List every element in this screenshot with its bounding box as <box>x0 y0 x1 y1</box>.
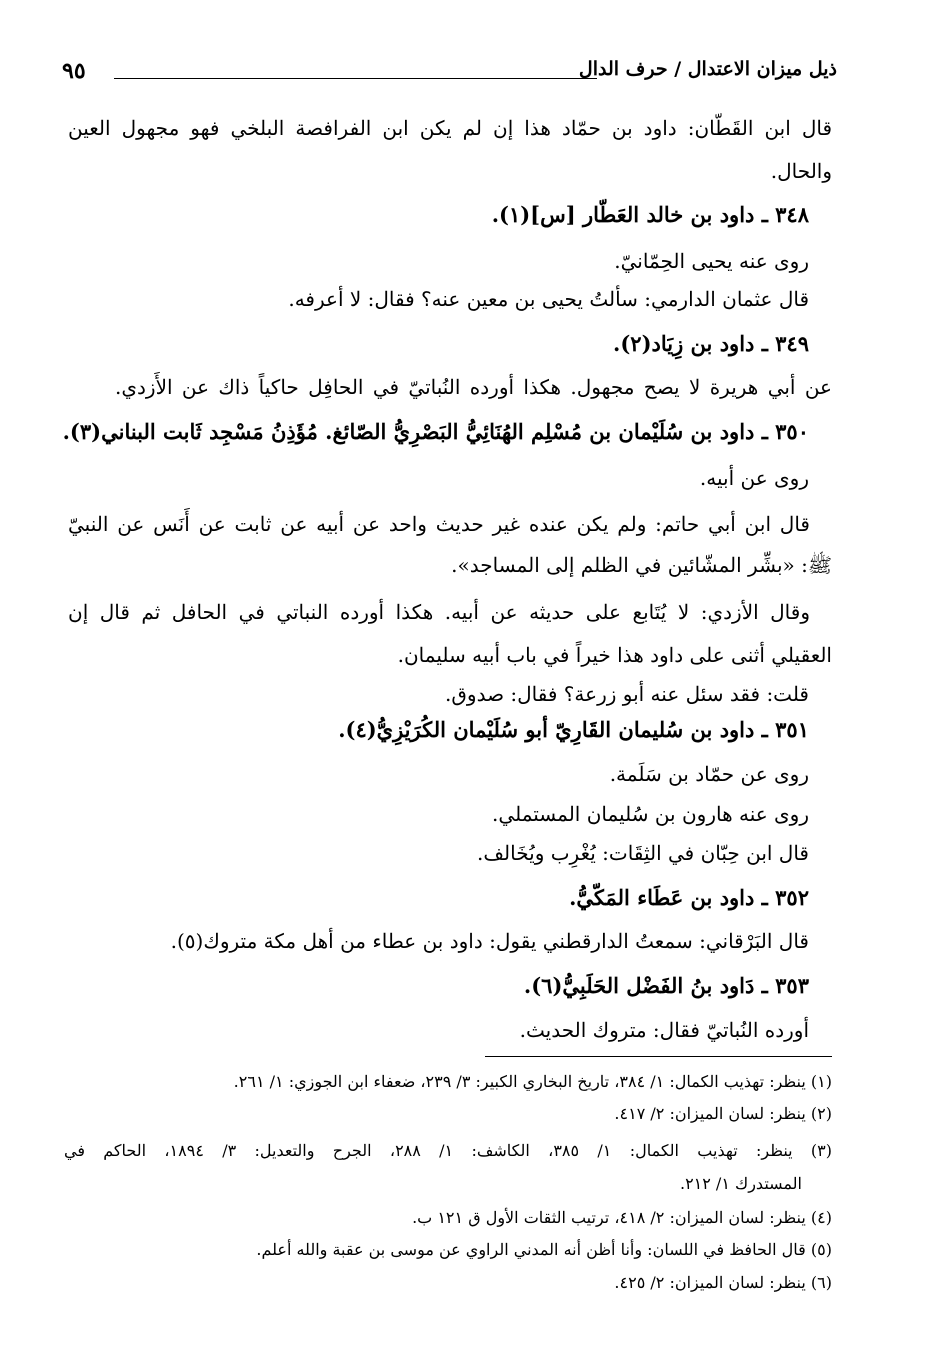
header-rule <box>114 78 597 79</box>
entry-heading: ٣٤٩ ـ داود بن زِيَاد(٢). <box>613 331 809 356</box>
footnote: (٦) ينظر: لسان الميزان: ٢/ ٤٢٥. <box>614 1273 832 1292</box>
body-line: قال ابن حِبّان في الثِقَات: يُغْرِب ويُخَالف. <box>476 841 809 865</box>
footnote: (١) ينظر: تهذيب الكمال: ١/ ٣٨٤، تاريخ البخاري الكبير: ٣/ ٢٣٩، ضعفاء ابن الجوزي: ١/ ٢٦١. <box>233 1072 832 1091</box>
footnote-separator <box>485 1056 832 1057</box>
body-line: والحال. <box>770 159 832 183</box>
footnote: (٣) ينظر: تهذيب الكمال: ١/ ٣٨٥، الكاشف: ١/ ٢٨٨، الجرح والتعديل: ٣/ ١٨٩٤، الحاكم في <box>64 1141 833 1160</box>
body-line: عن أبي هريرة لا يصح مجهول. هكذا أورده النُباتيّ في الحافِل حاكياً ذاك عن الأَزدي. <box>115 375 832 399</box>
body-line: قال عثمان الدارمي: سألتُ يحيى بن معين عنه؟ فقال: لا أعرفه. <box>288 287 809 311</box>
page-number: ٩٥ <box>62 58 86 84</box>
body-line: أورده النُباتيّ فقال: متروك الحديث. <box>519 1018 809 1042</box>
running-header <box>62 58 837 92</box>
footnote: المستدرك ١/ ٢١٢. <box>679 1174 802 1193</box>
footnote: (٢) ينظر: لسان الميزان: ٢/ ٤١٧. <box>614 1104 832 1123</box>
body-line: قال ابن القَطّان: داود بن حمّاد هذا إن لم يكن ابن الفرافصة البلخي فهو مجهول العين <box>68 116 832 140</box>
entry-heading: ٣٥١ ـ داود بن سُليمان القَارِيّ أبو سُلَيْمان الكُرَيْزِيُّ(٤). <box>338 717 809 742</box>
body-line: قال البَرْقاني: سمعتُ الدارقطني يقول: داود بن عطاء من أهل مكة متروك(٥). <box>170 929 809 953</box>
body-line: ﷺ: «بشِّر المشّائين في الظلم إلى المساجد». <box>451 553 832 577</box>
footnote: (٤) ينظر: لسان الميزان: ٢/ ٤١٨، ترتيب الثقات الأول ق ١٢١ ب. <box>412 1208 832 1227</box>
body-line: وقال الأزدي: لا يُتَابع على حديثه عن أبيه. هكذا أورده النباتي في الحافل ثم قال إن <box>68 600 810 624</box>
body-line: قال ابن أبي حاتم: ولم يكن عنده غير حديث واحد عن أبيه عن ثابت عن أَنَس عن النبيّ <box>68 512 810 536</box>
body-line: روى عن أبيه. <box>699 466 809 490</box>
body-line: العقيلي أثنى على داود هذا خيراً في باب أبيه سليمان. <box>397 643 832 667</box>
running-title: ذيل ميزان الاعتدال / حرف الدال <box>578 58 837 80</box>
body-line: قلت: فقد سئل عنه أبو زرعة؟ فقال: صدوق. <box>445 682 809 706</box>
entry-heading: ٣٤٨ ـ داود بن خالد العَطّار [س](١). <box>491 202 809 227</box>
entry-heading: ٣٥٠ ـ داود بن سُلَيْمان بن مُسْلِم الهُنَائِيُّ البَصْرِيُّ الصّائغ. مُؤَذِنُ مَسْجِد ثَابت البناني(٣). <box>62 419 809 444</box>
entry-heading: ٣٥٢ ـ داود بن عَطَاء المَكّيُّ. <box>569 885 809 910</box>
entry-heading: ٣٥٣ ـ دَاود بنُ الفَضْل الحَلَبِيُّ(٦). <box>523 973 809 998</box>
body-line: روى عنه يحيى الحِمّانيّ. <box>614 249 809 273</box>
body-line: روى عن حمّاد بن سَلَمة. <box>609 762 809 786</box>
footnote: (٥) قال الحافظ في اللسان: وأنا أظن أنه المدني الراوي عن موسى بن عقبة والله أعلم. <box>256 1240 832 1259</box>
body-line: روى عنه هارون بن سُليمان المستملي. <box>492 802 809 826</box>
